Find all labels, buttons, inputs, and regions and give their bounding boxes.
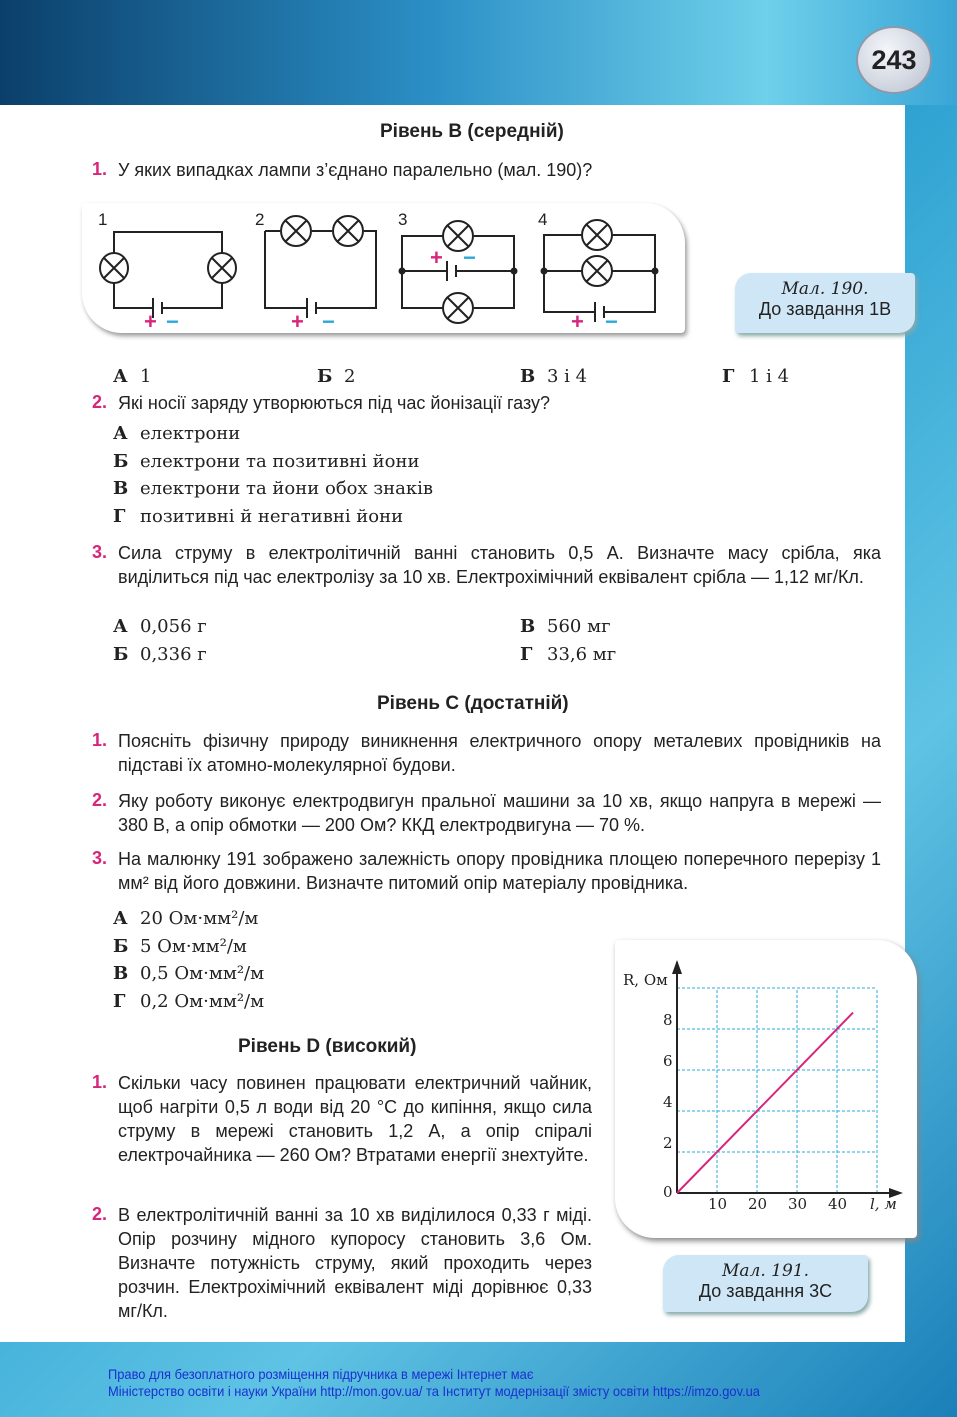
y-tick-label: 4 xyxy=(663,1093,673,1111)
level-d-title: Рівень D (високий) xyxy=(238,1036,417,1057)
caption-text: До завдання 1В xyxy=(758,299,892,319)
svg-text:+: + xyxy=(291,309,304,333)
question-text: Які носії заряду утворюються під час йонізації газу? xyxy=(118,393,551,413)
option-b: Б електрони та позитивні йони xyxy=(113,451,420,472)
option-a: А 20 Ом·мм²/м xyxy=(113,908,259,929)
resistance-length-chart xyxy=(615,940,917,1238)
y-axis-arrow xyxy=(672,960,682,974)
question-number: 1. xyxy=(92,159,108,179)
option-a: А 1 xyxy=(113,366,152,387)
option-c: В електрони та йони обох знаків xyxy=(113,478,434,499)
question-text: В електролітичній ванні за 10 хв виділилося 0,33 г міді. Опір розчину мідного купоросу становить 3,6 Ом. Визначте потужність струму, який проходить через розчин. Електрохімічний еквівалент міді дорівнює 0,33 мг/Кл. xyxy=(118,1205,592,1321)
question-text: На малюнку 191 зображено залежність опору провідника площею поперечного перерізу 1 мм² від його довжини. Визначте питомий опір матеріалу провідника. xyxy=(118,849,881,893)
question-number: 1. xyxy=(92,1072,108,1092)
question-number: 3. xyxy=(92,542,108,562)
svg-text:−: − xyxy=(322,309,335,333)
y-axis-label: R, Ом xyxy=(623,971,668,989)
x-axis-label: l, м xyxy=(870,1195,897,1213)
x-tick-label: 30 xyxy=(788,1195,808,1213)
figure-190-caption xyxy=(735,273,915,333)
footer-line-1: Право для безоплатного розміщення підручника в мережі Інтернет має xyxy=(108,1366,534,1382)
level-b-title: Рівень В (середній) xyxy=(380,121,564,142)
question-text: Сила струму в електролітичній ванні становить 0,5 А. Визначте масу срібла, яка виділиться під час електролізу за 10 хв. Електрохімічний еквівалент срібла — 1,12 мг/Кл. xyxy=(118,543,881,587)
question-number: 3. xyxy=(92,848,108,868)
question-text: Поясніть фізичну природу виникнення електричного опору металевих провідників на підставі їх атомно-молекулярної будови. xyxy=(118,731,881,775)
circuit-label: 2 xyxy=(255,210,265,229)
question-number: 2. xyxy=(92,1204,108,1224)
circuit-diagrams xyxy=(82,203,685,333)
option-d: Г 1 і 4 xyxy=(722,366,790,387)
question-text: У яких випадках лампи з’єднано паралельно (мал. 190)? xyxy=(118,160,593,180)
svg-text:+: + xyxy=(571,309,584,333)
question-number: 1. xyxy=(92,730,108,750)
page-number: 243 xyxy=(856,26,932,94)
footer-line-2: Міністерство освіти і науки України http://mon.gov.ua/ та Інститут модернізації змісту освіти https://imzo.gov.ua xyxy=(108,1383,760,1399)
question-text: Яку роботу виконує електродвигун пральної машини за 10 хв, якщо напруга в мережі — 380 В, а опір обмотки — 200 Ом? ККД електродвигуна — 70 %. xyxy=(118,791,881,835)
question-text: Скільки часу повинен працювати електричний чайник, щоб нагріти 0,5 л води від 20 °С до кипіння, якщо сила струму в мережі становить 1,2 А, а опір спіралі електрочайника — 260 Ом? Втратами енергії знехтуйте. xyxy=(118,1073,592,1165)
question-number: 2. xyxy=(92,392,108,412)
option-b: Б 5 Ом·мм²/м xyxy=(113,936,247,957)
option-a: А 0,056 г xyxy=(113,616,207,637)
option-c: В 3 і 4 xyxy=(520,366,588,387)
option-d: Г 33,6 мг xyxy=(520,644,617,665)
y-tick-label: 0 xyxy=(663,1183,673,1201)
caption-text: До завдання 3С xyxy=(698,1281,833,1301)
option-b: Б 0,336 г xyxy=(113,644,207,665)
svg-text:−: − xyxy=(605,309,618,333)
series-line xyxy=(677,1013,853,1193)
figure-191-caption xyxy=(663,1255,868,1312)
option-a: А електрони xyxy=(113,423,241,444)
caption-title: Мал. 190. xyxy=(781,279,869,299)
figure-190 xyxy=(82,203,685,333)
question-number: 2. xyxy=(92,790,108,810)
y-tick-label: 6 xyxy=(663,1052,673,1070)
x-tick-label: 40 xyxy=(828,1195,848,1213)
svg-text:+: + xyxy=(430,245,443,270)
header-banner xyxy=(0,0,957,105)
circuit-label: 4 xyxy=(538,210,548,229)
figure-191 xyxy=(615,940,917,1238)
circuit-label: 3 xyxy=(398,210,408,229)
option-b: Б 2 xyxy=(317,366,356,387)
x-tick-label: 10 xyxy=(708,1195,728,1213)
x-tick-label: 20 xyxy=(748,1195,768,1213)
caption-title: Мал. 191. xyxy=(721,1261,810,1281)
svg-text:+: + xyxy=(144,309,157,333)
circuit-label: 1 xyxy=(98,210,108,229)
y-tick-label: 8 xyxy=(663,1011,673,1029)
option-d: Г 0,2 Ом·мм²/м xyxy=(113,991,265,1012)
svg-text:−: − xyxy=(463,245,476,270)
level-c-title: Рівень С (достатній) xyxy=(377,693,569,714)
y-tick-label: 2 xyxy=(663,1134,673,1152)
option-c: В 560 мг xyxy=(520,616,611,637)
svg-text:−: − xyxy=(166,309,179,333)
option-d: Г позитивні й негативні йони xyxy=(113,506,404,527)
option-c: В 0,5 Ом·мм²/м xyxy=(113,963,265,984)
